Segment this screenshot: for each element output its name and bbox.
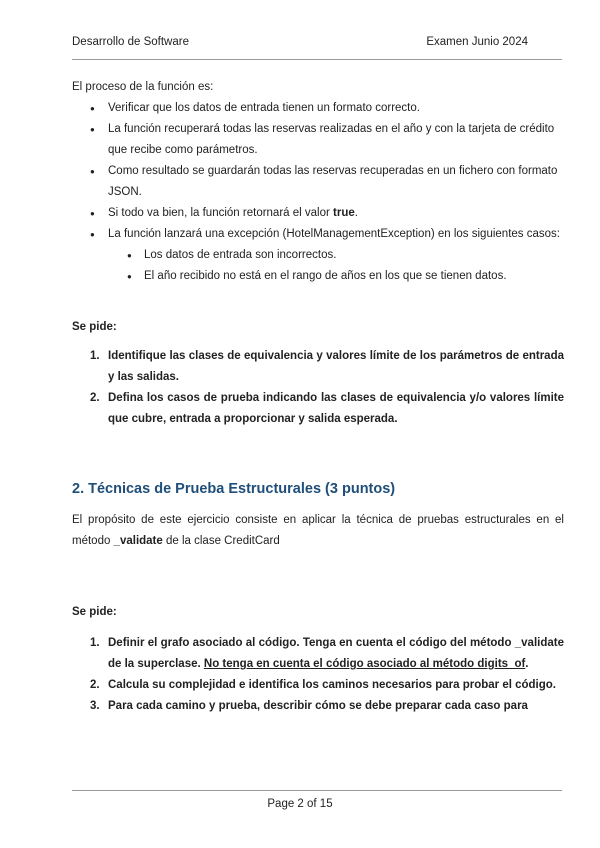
se-pide-heading: Se pide: — [72, 321, 117, 333]
se-pide-block-2 — [72, 602, 564, 623]
list-item-text-end: . — [354, 207, 358, 219]
list-item — [72, 119, 564, 161]
sub-list-item-text: Los datos de entrada son incorrectos. — [144, 249, 337, 261]
sub-list-item — [72, 245, 564, 266]
process-list — [72, 98, 564, 287]
list-item-text: Como resultado se guardarán todas las reservas recuperadas en un fichero con formato JSON. — [108, 165, 558, 198]
requests-list-2 — [72, 633, 564, 717]
request-number: 1. — [90, 637, 100, 649]
request-item — [72, 388, 564, 430]
list-item — [72, 98, 564, 119]
list-item — [72, 203, 564, 224]
section-title: 2. Técnicas de Prueba Estructurales (3 puntos) — [72, 481, 396, 497]
exception-cases-list — [72, 245, 564, 287]
request-text: Calcula su complejidad e identifica los caminos necesarios para probar el código. — [108, 679, 557, 691]
request-text: Defina los casos de prueba indicando las clases de equivalencia y/o valores límite que cubre, entrada a proporcionar y salida esperada. — [108, 392, 564, 425]
page-number: Page 2 of 15 — [267, 798, 333, 810]
se-pide-heading: Se pide: — [72, 606, 117, 618]
list-item-text: Verificar que los datos de entrada tienen un formato correcto. — [108, 102, 420, 114]
request-item — [72, 346, 564, 388]
request-number: 3. — [90, 700, 100, 712]
function-process-block — [72, 77, 564, 287]
request-text: Para cada camino y prueba, describir cómo se debe preparar cada caso para — [108, 700, 528, 712]
request-item — [72, 633, 564, 675]
list-item-text: La función recuperará todas las reservas realizadas en el año y con la tarjeta de crédito que recibe como parámetros. — [108, 123, 555, 156]
paragraph-text: El propósito de este ejercicio consiste en aplicar la técnica de pruebas estructurales en el método — [72, 514, 564, 547]
section-2-paragraph — [72, 510, 564, 552]
underlined-note: No tenga en cuenta el código asociado al método digits_of — [203, 658, 526, 670]
list-item-text: Si todo va bien, la función retornará el valor — [108, 207, 334, 219]
header-divider — [72, 59, 562, 60]
intro-text: El proceso de la función es: — [72, 81, 214, 93]
sub-list-item — [72, 266, 564, 287]
sub-list-item-text: El año recibido no está en el rango de años en los que se tienen datos. — [144, 270, 507, 282]
se-pide-block-1 — [72, 317, 564, 338]
true-keyword: true — [333, 207, 355, 219]
request-text: Identifique las clases de equivalencia y valores límite de los parámetros de entrada y las salidas. — [108, 350, 564, 383]
footer-divider — [72, 790, 562, 791]
requests-list-1 — [72, 346, 564, 430]
request-item — [72, 696, 564, 717]
request-number: 2. — [90, 679, 100, 691]
header-left: Desarrollo de Software — [72, 36, 189, 48]
list-item — [72, 161, 564, 203]
request-item — [72, 675, 564, 696]
request-text: Definir el grafo asociado al código. Tenga en cuenta el código del método _validate de la superclase. — [108, 637, 564, 670]
request-text-end: . — [525, 658, 529, 670]
list-item-text: La función lanzará una excepción (HotelManagementException) en los siguientes casos: — [108, 228, 560, 240]
section-2-title — [72, 479, 564, 500]
method-name: _validate — [113, 535, 163, 547]
request-number: 2. — [90, 392, 100, 404]
header-right: Examen Junio 2024 — [426, 36, 528, 48]
paragraph-text-end: de la clase CreditCard — [162, 535, 280, 547]
list-item — [72, 224, 564, 287]
request-number: 1. — [90, 350, 100, 362]
